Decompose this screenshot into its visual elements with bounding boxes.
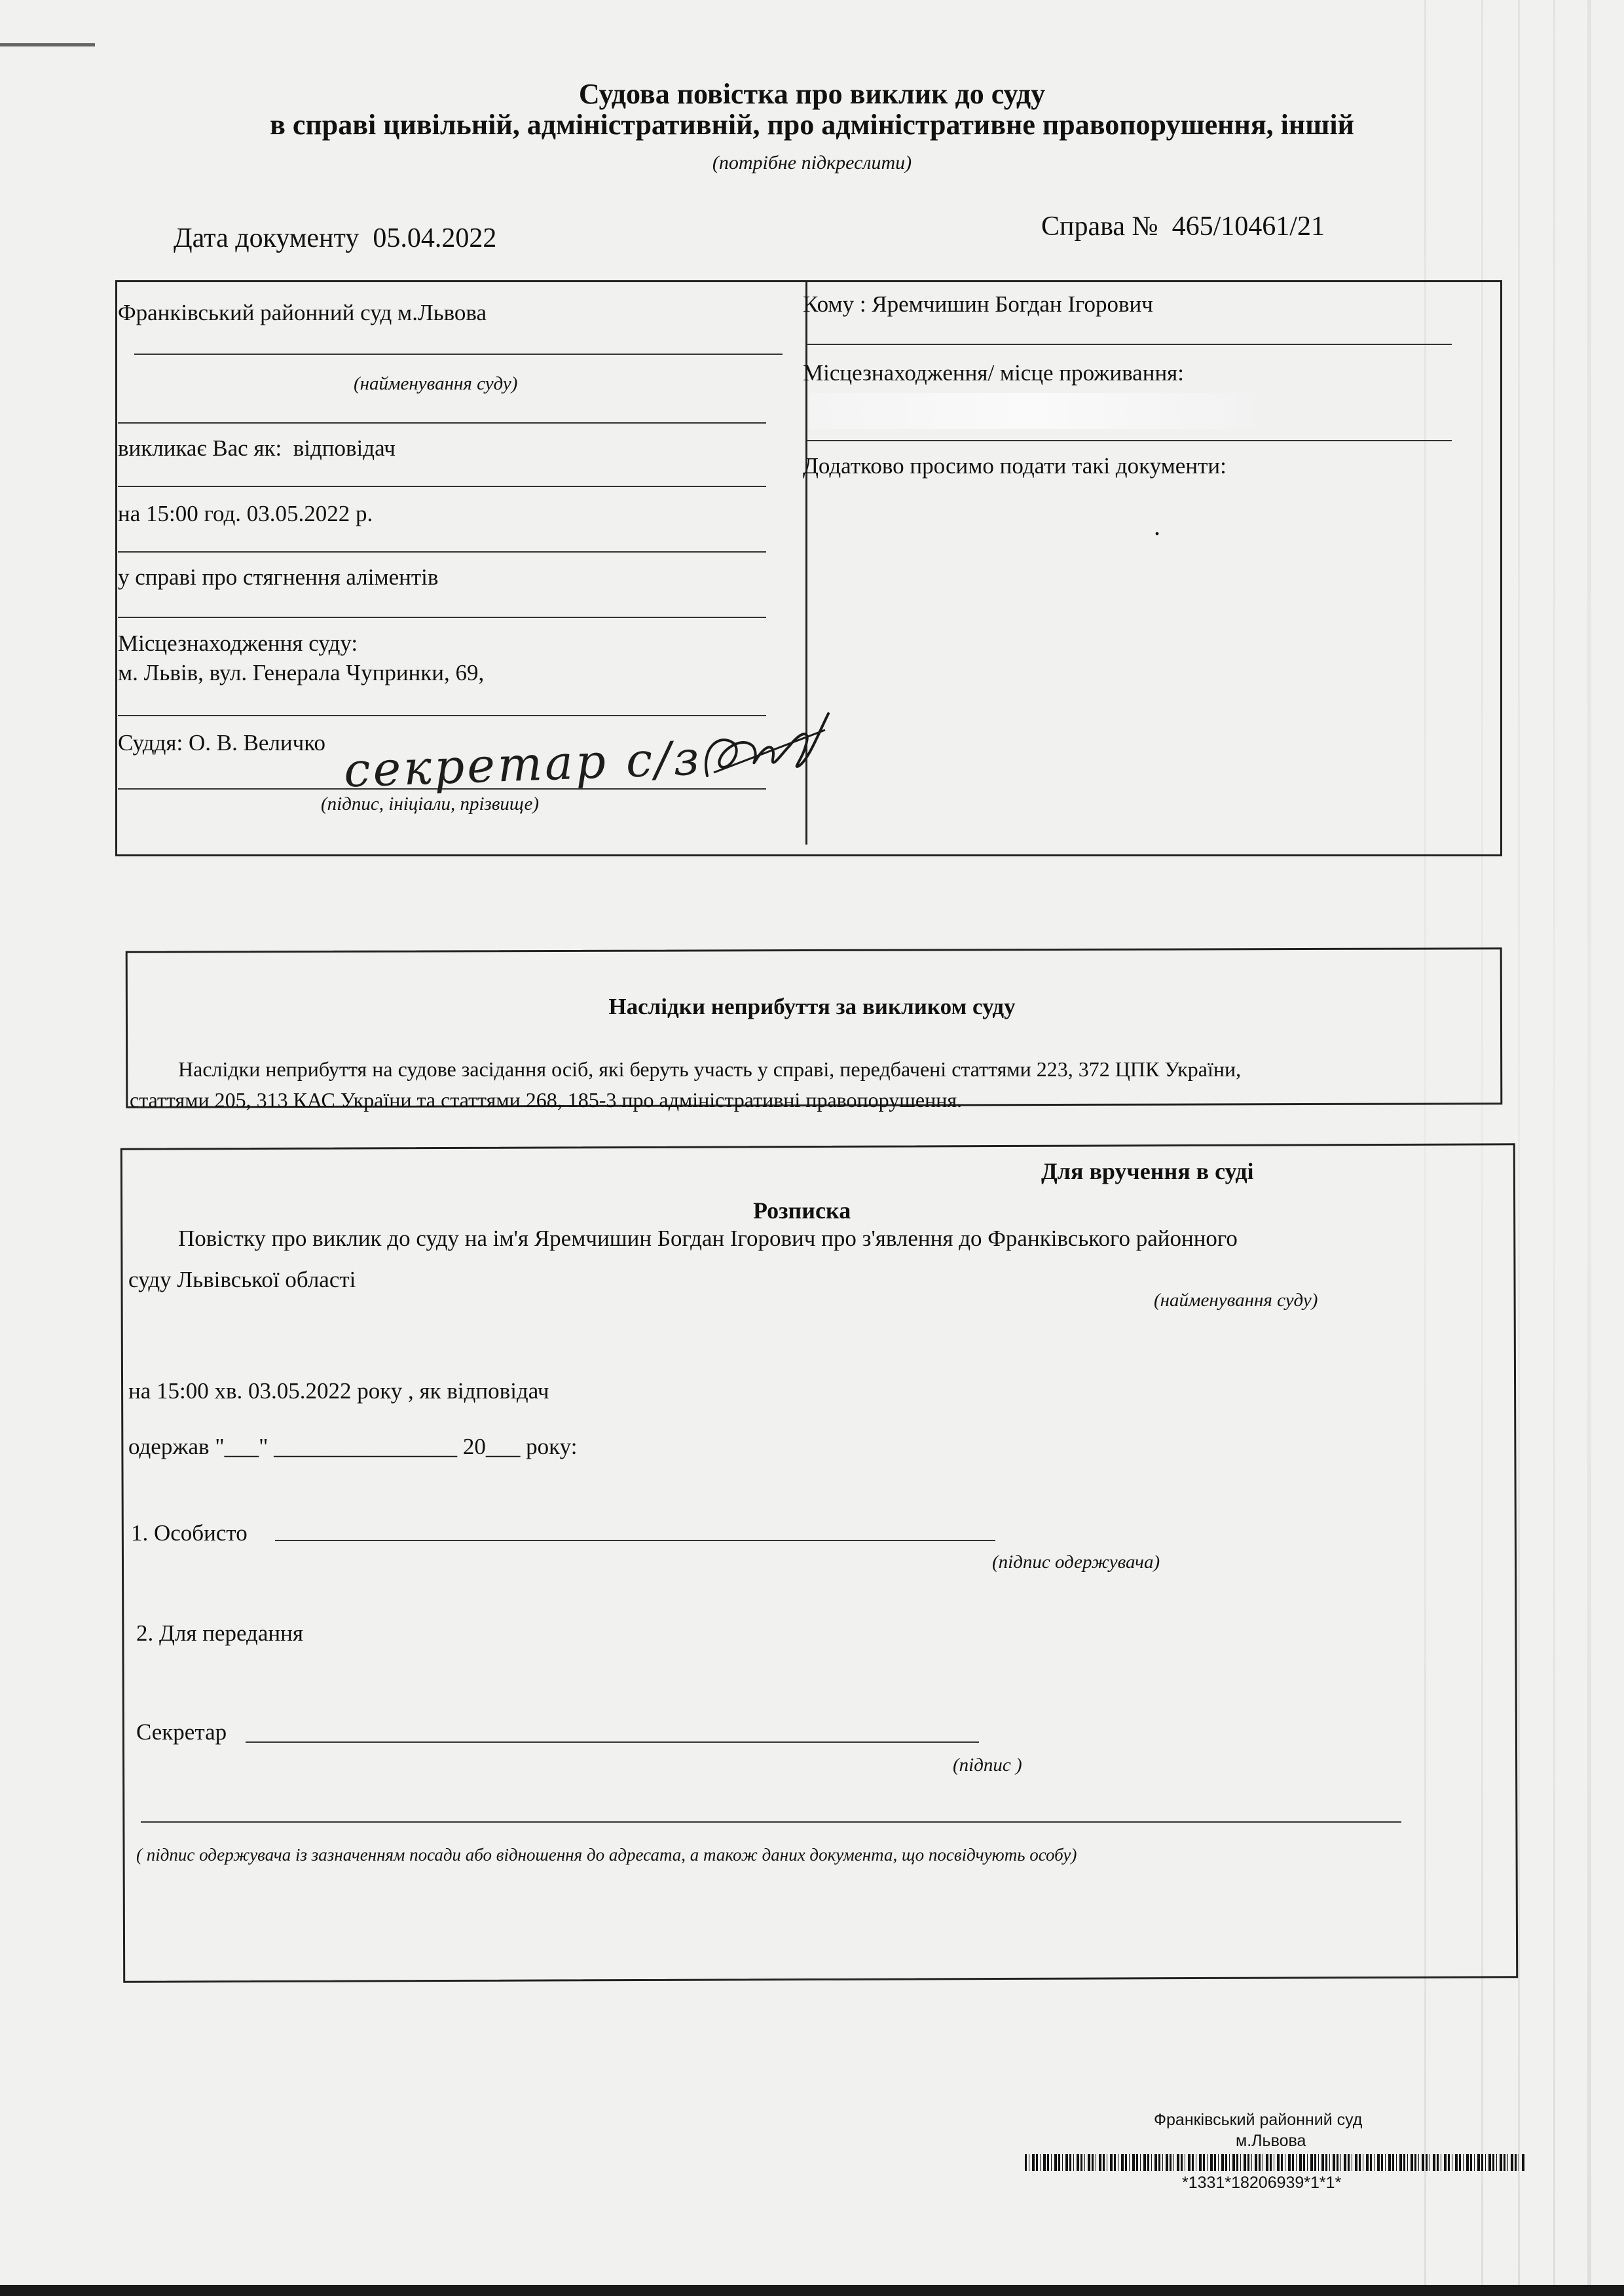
signature-caption: (підпис, ініціали, прізвище): [321, 793, 540, 814]
secretary-label: Секретар: [136, 1719, 227, 1745]
signature-icon: [694, 707, 838, 792]
residence-label: Місцезнаходження/ місце проживання:: [803, 360, 1184, 386]
receipt-bottom-caption: ( підпис одержувача із зазначенням посади або відношення до адресата, а також даних документа, що посвідчують особу): [136, 1845, 1077, 1865]
rule: [118, 715, 766, 716]
consequences-box: [126, 947, 1503, 1108]
barcode-text: *1331*18206939*1*1*: [1182, 2174, 1342, 2192]
receipt-court-caption: (найменування суду): [1154, 1290, 1318, 1311]
consequences-line2: статтями 205, 313 КАС України та статтями 268, 185-3 про адміністративні правопорушення.: [130, 1088, 963, 1112]
court-name-caption: (найменування суду): [354, 373, 518, 394]
transfer-label: 2. Для передання: [136, 1620, 303, 1646]
receipt-line2: суду Львівської області: [128, 1267, 356, 1292]
barcode: [1025, 2154, 1526, 2171]
summons-role: [118, 435, 396, 462]
rule: [118, 486, 766, 487]
secretary-caption: (підпис ): [953, 1755, 1022, 1776]
role-label: викликає Вас як:: [118, 435, 282, 461]
rule: [134, 354, 783, 355]
rule: [141, 1821, 1401, 1823]
doc-date-label: Дата документу: [174, 223, 360, 253]
rule: [118, 551, 766, 553]
doc-date: [174, 223, 496, 254]
summons-time: на 15:00 год. 03.05.2022 р.: [118, 501, 373, 526]
scan-mark: [0, 43, 95, 46]
receipt-line1: Повістку про виклик до суду на ім'я Яремчишин Богдан Ігорович про з'явлення до Франківського районного: [178, 1226, 1238, 1251]
personally-caption: (підпис одержувача): [992, 1552, 1160, 1573]
rule: [118, 422, 766, 424]
personally-label: 1. Особисто: [131, 1520, 248, 1546]
scan-streak: [1553, 0, 1555, 2296]
title-note: (потрібне підкреслити): [712, 152, 912, 173]
recipient-name: Кому : Яремчишин Богдан Ігорович: [803, 291, 1153, 317]
case-number-value: 465/10461/21: [1172, 211, 1325, 242]
receipt-time: на 15:00 хв. 03.05.2022 року , як відповідач: [128, 1378, 549, 1404]
signature-line: [246, 1741, 979, 1743]
doc-date-value: 05.04.2022: [373, 223, 497, 253]
location-value: м. Львів, вул. Генерала Чупринки, 69,: [118, 660, 485, 685]
scan-bottom-edge: [0, 2285, 1624, 2296]
received-line: одержав "___" ________________ 20___ року:: [128, 1434, 578, 1459]
handwritten-note: секретар с/з: [342, 730, 703, 798]
consequences-line1: Наслідки неприбуття на судове засідання осіб, які беруть участь у справі, передбачені статтями 223, 372 ЦПК України,: [178, 1057, 1242, 1081]
footer-court-line1: Франківський районний суд: [1154, 2111, 1363, 2129]
redacted-address: [809, 393, 1254, 429]
rule: [807, 344, 1452, 345]
court-name: Франківський районний суд м.Львова: [118, 300, 487, 325]
receipt-for-court: Для вручення в суді: [1041, 1158, 1254, 1184]
extra-docs-value: .: [1154, 511, 1160, 541]
extra-docs-label: Додатково просимо подати такі документи:: [803, 453, 1227, 479]
footer-court-line2: м.Львова: [1236, 2132, 1306, 2150]
case-label: Справа №: [1041, 211, 1158, 242]
judge-line: Суддя: О. В. Величко: [118, 730, 325, 756]
case-number: [1041, 211, 1325, 242]
rule: [807, 440, 1452, 441]
consequences-heading: Наслідки неприбуття за викликом суду: [608, 994, 1016, 1019]
page-title: Судова повістка про виклик до суду: [578, 78, 1046, 110]
location-label: Місцезнаходження суду:: [118, 630, 358, 656]
rule: [118, 617, 766, 618]
role-value: відповідач: [293, 435, 396, 461]
case-subject: у справі про стягнення аліментів: [118, 564, 439, 590]
scan-streak: [1518, 0, 1520, 2296]
scan-streak: [1587, 0, 1591, 2296]
signature-line: [275, 1540, 995, 1541]
page-subtitle: в справі цивільній, адміністративній, про адміністративне правопорушення, іншій: [270, 109, 1354, 141]
receipt-heading: Розписка: [753, 1197, 851, 1224]
